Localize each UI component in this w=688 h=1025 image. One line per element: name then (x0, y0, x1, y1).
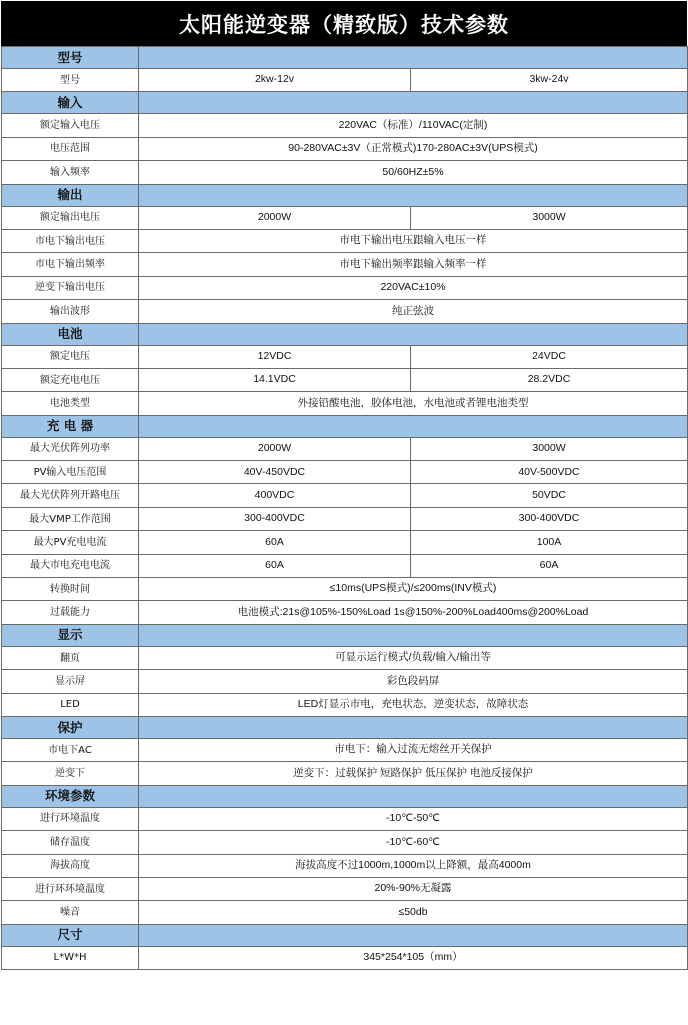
spec-value: 逆变下：过载保护 短路保护 低压保护 电池反接保护 (139, 762, 688, 785)
spec-label: 额定充电电压 (2, 368, 139, 391)
spec-row (2, 206, 688, 229)
spec-label: 额定电压 (2, 345, 139, 368)
spec-value: 可显示运行模式/负载/输入/输出等 (139, 646, 688, 669)
section-header-row (2, 323, 688, 345)
spec-row (2, 392, 688, 415)
spec-value-3kw: 3kw-24v (411, 69, 688, 92)
section-header-fill (139, 624, 688, 646)
section-heading: 输入 (2, 92, 139, 114)
spec-value: 纯正弦波 (139, 300, 688, 323)
spec-value: 20%-90%无凝露 (139, 877, 688, 900)
spec-row (2, 137, 688, 160)
spec-row (2, 531, 688, 554)
section-header-row (2, 184, 688, 206)
section-header-row (2, 924, 688, 946)
spec-value: 市电下输出频率跟输入频率一样 (139, 253, 688, 276)
spec-value: 外接铅酸电池，胶体电池，水电池或者锂电池类型 (139, 392, 688, 415)
spec-value-2kw: 2000W (139, 206, 411, 229)
spec-label: 市电下输出电压 (2, 229, 139, 252)
spec-label: 显示屏 (2, 670, 139, 693)
section-header-row (2, 785, 688, 807)
section-header-row (2, 415, 688, 437)
spec-value-3kw: 60A (411, 554, 688, 577)
spec-row (2, 831, 688, 854)
spec-value-3kw: 40V-500VDC (411, 461, 688, 484)
section-header-fill (139, 415, 688, 437)
spec-label: 最大PV充电电流 (2, 531, 139, 554)
spec-label: 额定输出电压 (2, 206, 139, 229)
spec-label: 输入频率 (2, 161, 139, 184)
section-header-fill (139, 92, 688, 114)
spec-value-3kw: 28.2VDC (411, 368, 688, 391)
spec-label: 逆变下 (2, 762, 139, 785)
section-heading: 保护 (2, 716, 139, 738)
spec-row (2, 601, 688, 624)
spec-value-2kw: 400VDC (139, 484, 411, 507)
spec-value: 海拔高度不过1000m,1000m以上降额，最高4000m (139, 854, 688, 877)
spec-value-3kw: 100A (411, 531, 688, 554)
spec-row (2, 738, 688, 761)
spec-row (2, 276, 688, 299)
section-header-row (2, 624, 688, 646)
section-header-fill (139, 924, 688, 946)
section-header-row (2, 716, 688, 738)
spec-row (2, 554, 688, 577)
spec-value-2kw: 2000W (139, 437, 411, 460)
spec-value: 90-280VAC±3V（正常模式)170-280AC±3V(UPS模式) (139, 137, 688, 160)
spec-value-3kw: 3000W (411, 206, 688, 229)
spec-row (2, 161, 688, 184)
spec-label: L*W*H (2, 946, 139, 969)
spec-row (2, 368, 688, 391)
spec-label: 噪音 (2, 901, 139, 924)
spec-label: PV输入电压范围 (2, 461, 139, 484)
spec-row (2, 507, 688, 530)
spec-value: 市电下输出电压跟输入电压一样 (139, 229, 688, 252)
spec-row (2, 693, 688, 716)
spec-value-2kw: 300-400VDC (139, 507, 411, 530)
section-heading: 尺寸 (2, 924, 139, 946)
spec-value-2kw: 60A (139, 531, 411, 554)
section-header-fill (139, 323, 688, 345)
spec-row (2, 437, 688, 460)
section-heading: 电池 (2, 323, 139, 345)
spec-row (2, 670, 688, 693)
section-heading: 显示 (2, 624, 139, 646)
spec-label: 储存温度 (2, 831, 139, 854)
spec-value: 电池模式:21s@105%-150%Load 1s@150%-200%Load400ms@200%Load (139, 601, 688, 624)
section-header-fill (139, 184, 688, 206)
section-header-fill (139, 716, 688, 738)
spec-value: 市电下：输入过流无熔丝开关保护 (139, 738, 688, 761)
spec-value: -10℃-50℃ (139, 807, 688, 830)
section-heading: 环境参数 (2, 785, 139, 807)
spec-row (2, 762, 688, 785)
spec-row (2, 114, 688, 137)
spec-row (2, 253, 688, 276)
section-header-fill (139, 785, 688, 807)
spec-label: 转换时间 (2, 578, 139, 601)
spec-row (2, 578, 688, 601)
spec-row (2, 345, 688, 368)
spec-value: 345*254*105（mm） (139, 946, 688, 969)
spec-value: 220VAC（标准）/110VAC(定制) (139, 114, 688, 137)
page-title: 太阳能逆变器（精致版）技术参数 (1, 1, 687, 46)
spec-label: 输出波形 (2, 300, 139, 323)
section-heading: 型号 (2, 47, 139, 69)
spec-value-2kw: 2kw-12v (139, 69, 411, 92)
spec-label: 最大VMP工作范围 (2, 507, 139, 530)
section-heading: 充 电 器 (2, 415, 139, 437)
spec-value-3kw: 24VDC (411, 345, 688, 368)
section-header-row (2, 47, 688, 69)
spec-row (2, 807, 688, 830)
spec-label: 过载能力 (2, 601, 139, 624)
spec-row (2, 484, 688, 507)
spec-value: 50/60HZ±5% (139, 161, 688, 184)
spec-label: 额定输入电压 (2, 114, 139, 137)
spec-value-3kw: 300-400VDC (411, 507, 688, 530)
spec-row (2, 300, 688, 323)
spec-value-2kw: 60A (139, 554, 411, 577)
spec-label: 翻页 (2, 646, 139, 669)
spec-label: 电压范围 (2, 137, 139, 160)
spec-sheet (1, 1, 687, 1023)
spec-row (2, 946, 688, 969)
spec-value-2kw: 40V-450VDC (139, 461, 411, 484)
spec-label: 进行环境温度 (2, 807, 139, 830)
spec-row (2, 646, 688, 669)
spec-label: 市电下输出频率 (2, 253, 139, 276)
spec-value-2kw: 14.1VDC (139, 368, 411, 391)
spec-row (2, 461, 688, 484)
spec-value-3kw: 3000W (411, 437, 688, 460)
spec-row (2, 854, 688, 877)
spec-label: 逆变下输出电压 (2, 276, 139, 299)
spec-value: 彩色段码屏 (139, 670, 688, 693)
spec-label: 市电下AC (2, 738, 139, 761)
spec-row (2, 229, 688, 252)
spec-row (2, 901, 688, 924)
spec-value-3kw: 50VDC (411, 484, 688, 507)
spec-label: LED (2, 693, 139, 716)
spec-label: 型号 (2, 69, 139, 92)
spec-row (2, 69, 688, 92)
spec-table (1, 46, 688, 970)
spec-value: -10℃-60℃ (139, 831, 688, 854)
section-header-fill (139, 47, 688, 69)
spec-label: 最大光伏阵列功率 (2, 437, 139, 460)
spec-label: 最大光伏阵列开路电压 (2, 484, 139, 507)
spec-label: 海拔高度 (2, 854, 139, 877)
spec-label: 进行环环境温度 (2, 877, 139, 900)
spec-value: 220VAC±10% (139, 276, 688, 299)
spec-value: ≤50db (139, 901, 688, 924)
spec-row (2, 877, 688, 900)
spec-value: ≤10ms(UPS模式)/≤200ms(INV模式) (139, 578, 688, 601)
spec-label: 最大市电充电电流 (2, 554, 139, 577)
spec-value: LED灯显示市电，充电状态，逆变状态，故障状态 (139, 693, 688, 716)
section-header-row (2, 92, 688, 114)
spec-value-2kw: 12VDC (139, 345, 411, 368)
section-heading: 输出 (2, 184, 139, 206)
spec-label: 电池类型 (2, 392, 139, 415)
